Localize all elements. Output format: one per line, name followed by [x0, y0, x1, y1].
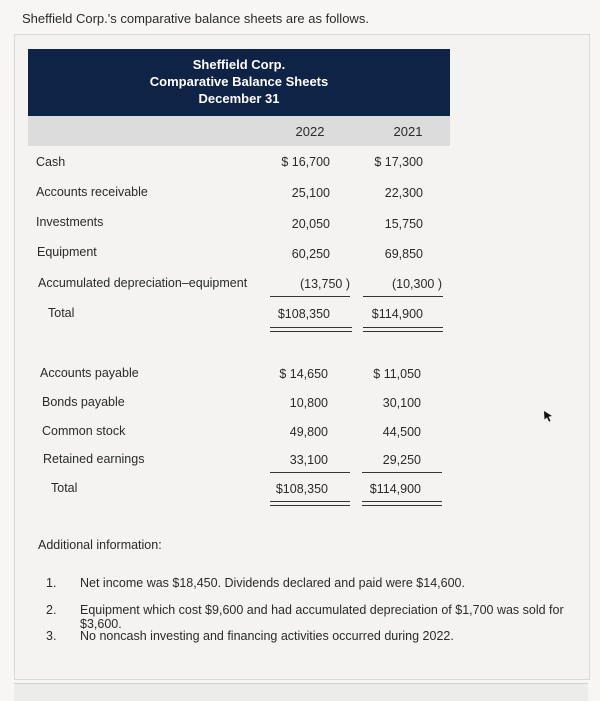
note-number: 1. — [46, 576, 57, 590]
liability-value-2022: 33,100 — [289, 453, 328, 467]
liability-value-2022: 49,800 — [289, 425, 328, 439]
assets-total-label: Total — [48, 306, 75, 320]
assets-total-2021: $114,900 — [371, 307, 423, 321]
intro-text: Sheffield Corp.'s comparative balance sheets are as follows. — [22, 11, 369, 26]
liability-value-2022: 10,800 — [289, 396, 328, 410]
asset-value-2022: 20,050 — [291, 217, 330, 231]
mouse-cursor-icon — [543, 410, 553, 422]
double-rule-2021 — [362, 501, 442, 506]
asset-row-label: Cash — [36, 155, 66, 169]
subtotal-rule-2021 — [362, 472, 442, 473]
note-number: 2. — [46, 603, 57, 617]
liability-value-2021: 44,500 — [382, 425, 421, 439]
liabilities-total-2021: $114,900 — [369, 482, 421, 496]
note-text: No noncash investing and financing activities occurred during 2022. — [80, 629, 454, 643]
asset-row-label: Accumulated depreciation–equipment — [38, 276, 248, 290]
asset-row-label: Equipment — [37, 245, 97, 259]
double-rule-2022 — [270, 501, 350, 506]
asset-value-2022: (13,750 ) — [299, 277, 350, 291]
year-2022-header: 2022 — [295, 124, 325, 139]
sheet-title: Comparative Balance Sheets — [149, 74, 329, 89]
assets-total-2022: $108,350 — [277, 307, 330, 321]
liability-row-label: Bonds payable — [42, 395, 125, 409]
year-2021-header: 2021 — [393, 124, 423, 139]
next-section-edge — [14, 683, 588, 701]
note-text: Net income was $18,450. Dividends declared and paid were $14,600. — [80, 576, 465, 590]
asset-value-2021: (10,300 ) — [391, 277, 442, 291]
double-rule-2022 — [270, 327, 352, 332]
sheet-date: December 31 — [198, 91, 280, 106]
note-text: Equipment which cost $9,600 and had accumulated depreciation of $1,700 was sold for $3,600. — [80, 603, 564, 631]
asset-value-2021: 22,300 — [384, 186, 423, 200]
additional-info-title: Additional information: — [38, 538, 162, 552]
asset-row-label: Accounts receivable — [36, 185, 148, 199]
asset-value-2022: 25,100 — [291, 186, 330, 200]
subtotal-rule-2021 — [363, 296, 443, 297]
asset-value-2021: $ 17,300 — [374, 155, 423, 169]
liability-row-label: Retained earnings — [43, 452, 145, 466]
liability-row-label: Accounts payable — [40, 366, 139, 380]
asset-value-2021: 69,850 — [384, 247, 423, 261]
liability-value-2021: 29,250 — [382, 453, 421, 467]
asset-value-2022: $ 16,700 — [281, 155, 330, 169]
liability-value-2021: 30,100 — [382, 396, 421, 410]
asset-value-2022: 60,250 — [291, 247, 330, 261]
subtotal-rule-2022 — [270, 472, 350, 473]
double-rule-2021 — [363, 327, 443, 332]
asset-value-2021: 15,750 — [384, 217, 423, 231]
asset-row-label: Investments — [36, 215, 104, 229]
liabilities-total-2022: $108,350 — [275, 482, 328, 496]
liability-row-label: Common stock — [42, 424, 126, 438]
subtotal-rule-2022 — [270, 296, 350, 297]
company-name: Sheffield Corp. — [192, 57, 286, 72]
liability-value-2022: $ 14,650 — [279, 367, 328, 381]
liabilities-total-label: Total — [51, 481, 78, 495]
note-number: 3. — [46, 629, 57, 643]
table-header — [28, 49, 450, 116]
liability-value-2021: $ 11,050 — [373, 367, 421, 381]
